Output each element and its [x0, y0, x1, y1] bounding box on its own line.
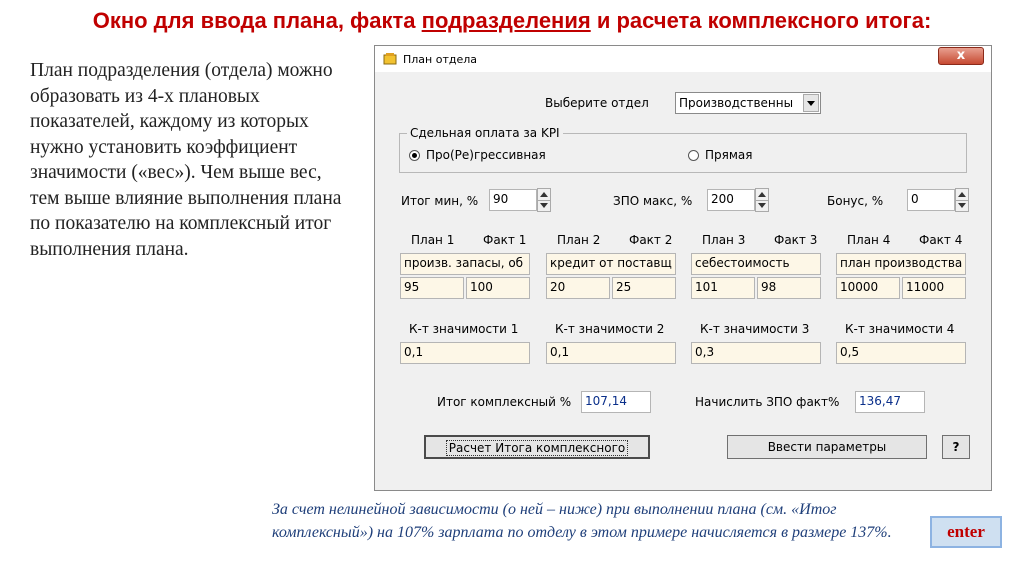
k-label-3: К-т значимости 3 [700, 322, 810, 336]
enter-button[interactable] [930, 516, 1002, 548]
plan-input-1[interactable]: 95 [400, 277, 464, 299]
itog-min-spinner[interactable] [537, 188, 551, 212]
plan-name-input-1[interactable]: произв. запасы, об [400, 253, 530, 275]
radio-progressive[interactable] [409, 150, 420, 161]
k-label-2: К-т значимости 2 [555, 322, 665, 336]
radio-direct-label: Прямая [705, 148, 753, 162]
fact-input-2[interactable]: 25 [612, 277, 676, 299]
k-input-4[interactable]: 0,5 [836, 342, 966, 364]
plan-input-4[interactable]: 10000 [836, 277, 900, 299]
zpo-fact-label: Начислить ЗПО факт% [695, 395, 840, 409]
enter-params-button[interactable]: Ввести параметры [727, 435, 927, 459]
spin-up-icon[interactable] [958, 192, 966, 197]
fact-label-3: Факт 3 [774, 233, 818, 247]
spin-up-icon[interactable] [540, 192, 548, 197]
plan-label-1: План 1 [411, 233, 455, 247]
dept-select-value: Производственны [679, 96, 794, 110]
fact-input-3[interactable]: 98 [757, 277, 821, 299]
plan-name-input-3[interactable]: себестоимость [691, 253, 821, 275]
app-icon [383, 52, 397, 65]
close-button[interactable]: x [938, 47, 984, 65]
bottom-note: За счет нелинейной зависимости (о ней – ниже) при выполнении плана (см. «Итог комплексный») на 107% зарплата по отделу в этом примере начисляется в размере 137%. [272, 501, 892, 541]
window-title: План отдела [403, 53, 478, 66]
k-input-2[interactable]: 0,1 [546, 342, 676, 364]
calc-itog-button[interactable] [424, 435, 650, 459]
zpo-max-label: ЗПО макс, % [613, 194, 693, 208]
itog-min-label: Итог мин, % [401, 194, 479, 208]
spin-up-icon[interactable] [758, 192, 766, 197]
plan-label-2: План 2 [557, 233, 601, 247]
zpo-fact-output: 136,47 [855, 391, 925, 413]
fact-input-4[interactable]: 11000 [902, 277, 966, 299]
plan-label-3: План 3 [702, 233, 746, 247]
bonus-spinner[interactable] [955, 188, 969, 212]
dept-select[interactable] [675, 92, 821, 114]
enter-label: enter [947, 522, 985, 541]
chevron-down-icon[interactable] [803, 94, 819, 112]
description-text: План подразделения (отдела) можно образовать из 4-х плановых показателей, каждому из которых нужно установить коэффициент значимости («вес»). Чем выше вес, тем выше влияние выполнения плана по показателю на комплексный итог выполнения плана. [30, 60, 342, 260]
calc-itog-label: Расчет Итога комплексного [446, 440, 628, 456]
itog-min-input[interactable]: 90 [489, 189, 537, 211]
kpi-group-label: Сдельная оплата за KPI [407, 126, 563, 140]
k-label-1: К-т значимости 1 [409, 322, 519, 336]
plan-input-2[interactable]: 20 [546, 277, 610, 299]
title-underlined: подразделения [421, 8, 591, 33]
k-input-1[interactable]: 0,1 [400, 342, 530, 364]
k-label-4: К-т значимости 4 [845, 322, 955, 336]
bonus-label: Бонус, % [827, 194, 884, 208]
bonus-input[interactable]: 0 [907, 189, 955, 211]
spin-down-icon[interactable] [758, 203, 766, 208]
radio-direct[interactable] [688, 150, 699, 161]
fact-label-4: Факт 4 [919, 233, 963, 247]
plan-name-input-2[interactable]: кредит от поставщ [546, 253, 676, 275]
plan-window [374, 45, 992, 491]
fact-input-1[interactable]: 100 [466, 277, 530, 299]
dept-label: Выберите отдел [545, 96, 649, 110]
window-titlebar [375, 46, 991, 72]
plan-input-3[interactable]: 101 [691, 277, 755, 299]
spin-down-icon[interactable] [540, 203, 548, 208]
zpo-max-input[interactable]: 200 [707, 189, 755, 211]
title-part-1: Окно для ввода плана, факта [92, 8, 422, 33]
slide-title [0, 8, 1024, 34]
k-input-3[interactable]: 0,3 [691, 342, 821, 364]
itog-label: Итог комплексный % [437, 395, 572, 409]
plan-label-4: План 4 [847, 233, 891, 247]
help-button[interactable]: ? [942, 435, 970, 459]
zpo-max-spinner[interactable] [755, 188, 769, 212]
radio-progressive-label: Про(Ре)грессивная [426, 148, 546, 162]
plan-name-input-4[interactable]: план производства [836, 253, 966, 275]
fact-label-2: Факт 2 [629, 233, 673, 247]
title-part-2: и расчета комплексного итога: [590, 8, 932, 33]
itog-output: 107,14 [581, 391, 651, 413]
fact-label-1: Факт 1 [483, 233, 527, 247]
spin-down-icon[interactable] [958, 203, 966, 208]
